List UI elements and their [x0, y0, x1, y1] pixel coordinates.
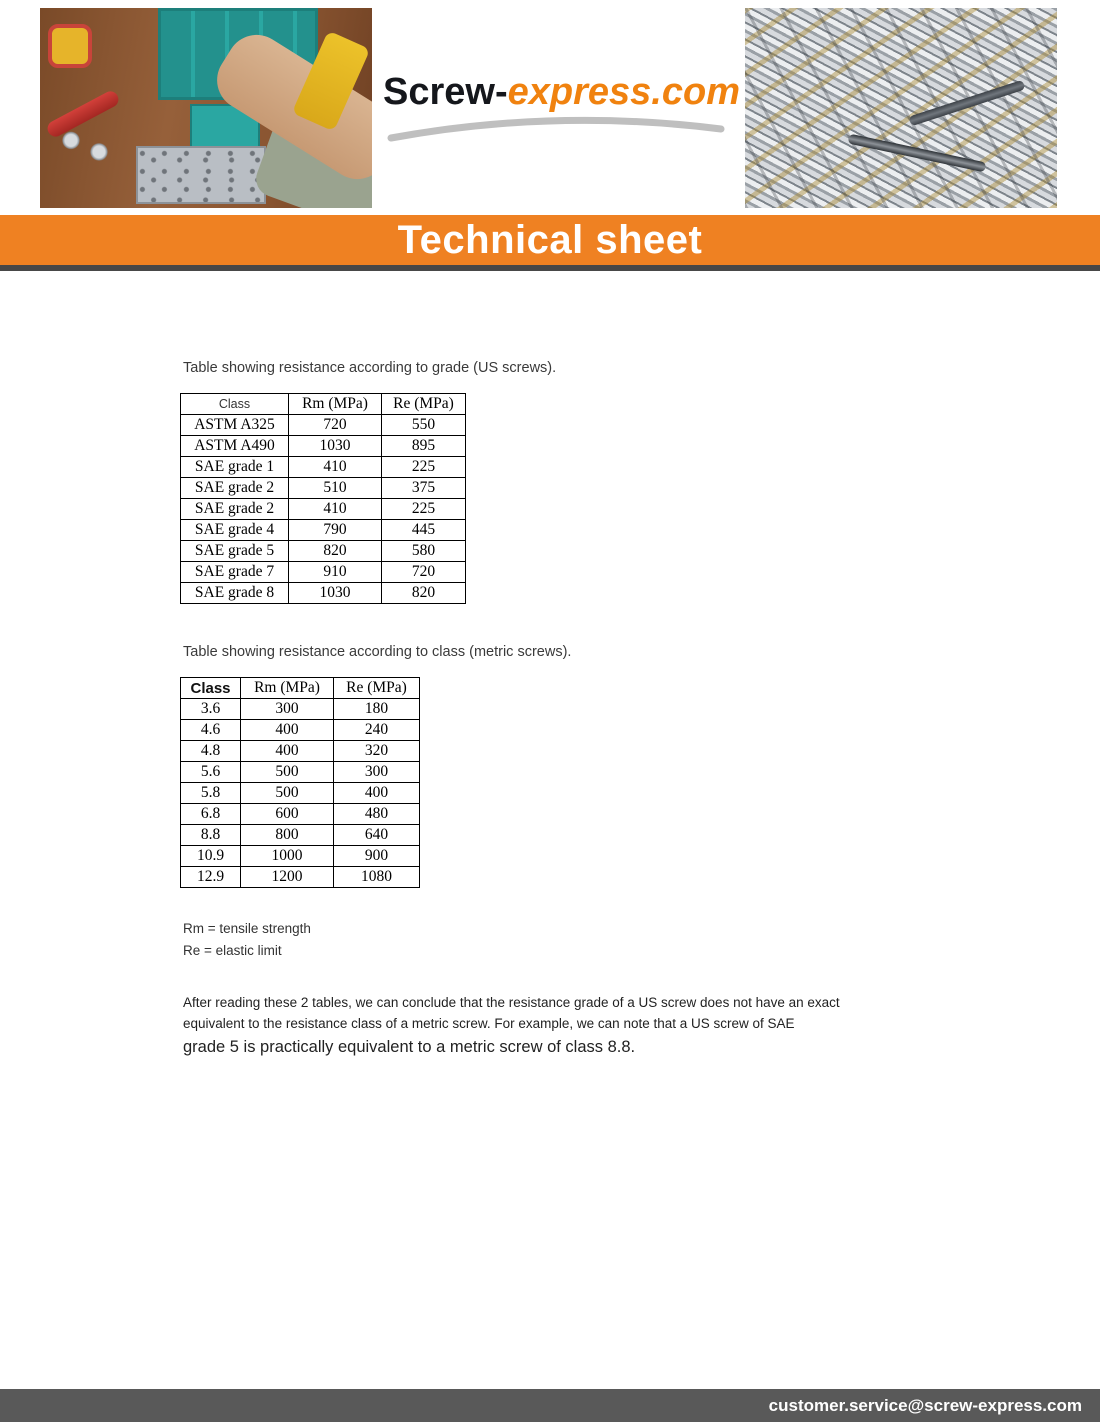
table-cell: 180: [334, 699, 420, 720]
table-cell: 640: [334, 825, 420, 846]
logo-part1: Screw-: [383, 71, 508, 113]
table-cell: 410: [289, 499, 382, 520]
title-banner: [0, 215, 1100, 265]
table-row: [181, 720, 420, 741]
page-header: [0, 0, 1100, 215]
column-header-re: Re (MPa): [382, 394, 466, 415]
table-cell: 1030: [289, 436, 382, 457]
logo-part2: express.com: [507, 71, 740, 113]
table-cell: 375: [382, 478, 466, 499]
metal-screw-tray-graphic: [136, 146, 266, 204]
table-cell: 580: [382, 541, 466, 562]
table-cell: 1200: [241, 867, 334, 888]
table-cell: 480: [334, 804, 420, 825]
metric-table-body: [181, 699, 420, 888]
table-cell: 900: [334, 846, 420, 867]
column-header-class: Class: [181, 394, 289, 415]
table-cell: 720: [289, 415, 382, 436]
column-header-rm: Rm (MPa): [241, 678, 334, 699]
table-cell: 410: [289, 457, 382, 478]
table-cell: 12.9: [181, 867, 241, 888]
table-cell: ASTM A325: [181, 415, 289, 436]
table-cell: 300: [241, 699, 334, 720]
table-row: [181, 436, 466, 457]
table-row: [181, 699, 420, 720]
table-row: [181, 825, 420, 846]
table-row: [181, 520, 466, 541]
table-row: [181, 741, 420, 762]
metric-table-head: [181, 678, 420, 699]
table-cell: 240: [334, 720, 420, 741]
table-row: [181, 562, 466, 583]
table-cell: 895: [382, 436, 466, 457]
table-cell: 300: [334, 762, 420, 783]
table-header-row: [181, 394, 466, 415]
table-cell: 1030: [289, 583, 382, 604]
page-title: Technical sheet: [397, 217, 703, 262]
conclusion-paragraph: [183, 992, 888, 1059]
table-cell: 1000: [241, 846, 334, 867]
table-cell: 225: [382, 499, 466, 520]
table-cell: 1080: [334, 867, 420, 888]
workbench-photo: [40, 8, 372, 208]
table-cell: 4.6: [181, 720, 241, 741]
tape-measure-graphic: [48, 24, 92, 68]
table-cell: 225: [382, 457, 466, 478]
table-cell: 820: [289, 541, 382, 562]
table-row: [181, 762, 420, 783]
table-row: [181, 804, 420, 825]
table-cell: 550: [382, 415, 466, 436]
table-cell: SAE grade 5: [181, 541, 289, 562]
table-cell: 910: [289, 562, 382, 583]
column-header-re: Re (MPa): [334, 678, 420, 699]
table-cell: 400: [241, 741, 334, 762]
banner-divider: [0, 265, 1100, 271]
conclusion-text-emphasis: grade 5 is practically equivalent to a metric screw of class 8.8.: [183, 1038, 636, 1056]
table-row: [181, 583, 466, 604]
table-cell: 320: [334, 741, 420, 762]
table-cell: SAE grade 2: [181, 478, 289, 499]
table-cell: 3.6: [181, 699, 241, 720]
table-cell: 510: [289, 478, 382, 499]
us-table-head: [181, 394, 466, 415]
note-rm: Rm = tensile strength: [183, 921, 311, 936]
table-cell: 790: [289, 520, 382, 541]
logo: [383, 71, 740, 142]
note-re: Re = elastic limit: [183, 943, 282, 958]
washers-graphic: [50, 122, 120, 168]
page-footer: [0, 1389, 1100, 1422]
table-cell: 500: [241, 762, 334, 783]
table-cell: 5.8: [181, 783, 241, 804]
screws-pile-photo: [745, 8, 1057, 208]
table-row: [181, 478, 466, 499]
table-row: [181, 415, 466, 436]
table-header-row: [181, 678, 420, 699]
table-cell: SAE grade 7: [181, 562, 289, 583]
table-cell: SAE grade 2: [181, 499, 289, 520]
table-cell: 400: [334, 783, 420, 804]
table-row: [181, 867, 420, 888]
column-header-class: Class: [181, 678, 241, 699]
legend-notes: [183, 918, 980, 962]
table-cell: 720: [382, 562, 466, 583]
logo-swoosh-icon: [383, 116, 728, 142]
table-cell: 500: [241, 783, 334, 804]
us-table-body: [181, 415, 466, 604]
table-cell: 10.9: [181, 846, 241, 867]
metric-table-intro: Table showing resistance according to class (metric screws).: [183, 644, 572, 660]
table-cell: 4.8: [181, 741, 241, 762]
table-cell: 400: [241, 720, 334, 741]
us-screws-table: [180, 393, 466, 604]
table-row: [181, 457, 466, 478]
table-cell: 6.8: [181, 804, 241, 825]
us-table-intro: Table showing resistance according to grade (US screws).: [183, 360, 557, 376]
table-cell: 820: [382, 583, 466, 604]
table-cell: 445: [382, 520, 466, 541]
table-cell: 600: [241, 804, 334, 825]
conclusion-text: After reading these 2 tables, we can conclude that the resistance grade of a US screw does not have an exact equivalent to the resistance class of a metric screw. For example, we can note that a US screw of SAE: [183, 995, 840, 1031]
column-header-rm: Rm (MPa): [289, 394, 382, 415]
table-row: [181, 541, 466, 562]
table-cell: 8.8: [181, 825, 241, 846]
table-cell: ASTM A490: [181, 436, 289, 457]
table-cell: 800: [241, 825, 334, 846]
metric-screws-table: [180, 677, 420, 888]
table-cell: 5.6: [181, 762, 241, 783]
table-cell: SAE grade 1: [181, 457, 289, 478]
logo-text: [383, 71, 740, 114]
table-cell: SAE grade 4: [181, 520, 289, 541]
table-row: [181, 846, 420, 867]
table-row: [181, 499, 466, 520]
dark-screws-graphic: [745, 8, 1057, 208]
table-cell: SAE grade 8: [181, 583, 289, 604]
main-content: [0, 360, 1100, 1059]
customer-service-email: customer.service@screw-express.com: [768, 1395, 1082, 1415]
table-row: [181, 783, 420, 804]
